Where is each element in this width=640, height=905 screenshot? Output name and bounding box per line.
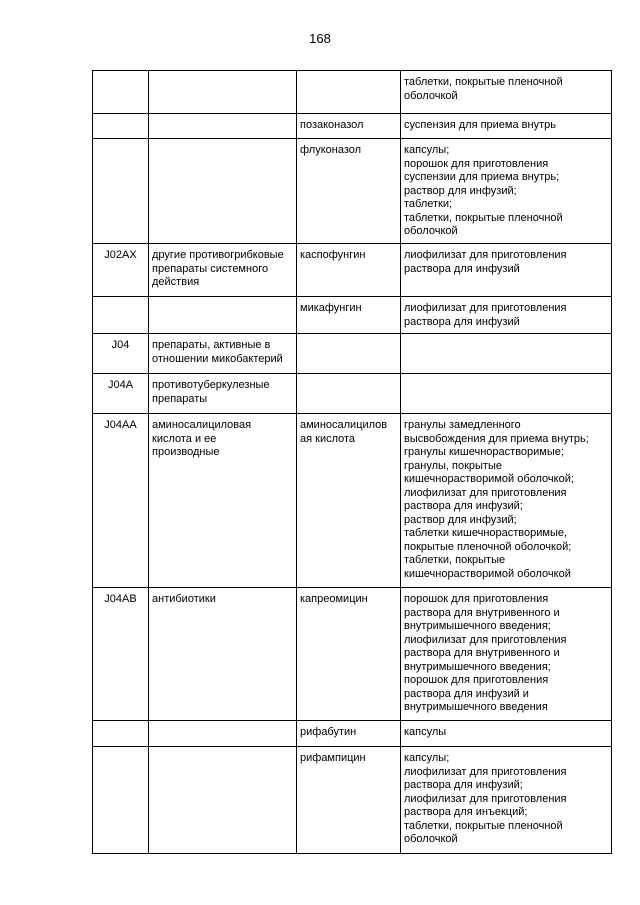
drug-name-cell: каспофунгин <box>297 244 401 297</box>
dosage-form-cell: таблетки, покрытые пленочной оболочкой <box>401 71 612 114</box>
drug-name-cell: флуконазол <box>297 139 401 244</box>
dosage-form-cell: капсулы; лиофилизат для приготовления раствора для инфузий; лиофилизат для приготовления раствора для инъекций; таблетки, покрытые пленочной оболочкой <box>401 747 612 854</box>
dosage-form-cell: лиофилизат для приготовления раствора для инфузий <box>401 297 612 334</box>
atc-code-cell <box>93 721 149 747</box>
drug-name-cell: позаконазол <box>297 114 401 139</box>
group-name-cell <box>149 721 297 747</box>
table-row <box>93 721 612 747</box>
group-name-cell <box>149 747 297 854</box>
atc-code-cell: J04AB <box>93 588 149 721</box>
group-name-cell <box>149 297 297 334</box>
table-row <box>93 139 612 244</box>
table-row <box>93 244 612 297</box>
atc-code-cell: J02AX <box>93 244 149 297</box>
table-row <box>93 414 612 588</box>
atc-code-cell <box>93 747 149 854</box>
drug-name-cell <box>297 334 401 374</box>
dosage-form-cell: гранулы замедленного высвобождения для приема внутрь; гранулы кишечнорастворимые; гранулы, покрытые кишечнорастворимой оболочкой; лиофилизат для приготовления раствора для инфузий; раствор для инфузий; таблетки кишечнорастворимые, покрытые пленочной оболочкой; таблетки, покрытые кишечнорастворимой оболочкой <box>401 414 612 588</box>
table-row <box>93 588 612 721</box>
group-name-cell: аминосалициловая кислота и ее производные <box>149 414 297 588</box>
page-number: 168 <box>309 31 331 46</box>
dosage-form-cell <box>401 334 612 374</box>
table-row <box>93 114 612 139</box>
table-row <box>93 374 612 414</box>
atc-code-cell: J04AA <box>93 414 149 588</box>
drug-name-cell: рифабутин <box>297 721 401 747</box>
table-row <box>93 71 612 114</box>
dosage-form-cell: капсулы; порошок для приготовления суспензии для приема внутрь; раствор для инфузий; таблетки; таблетки, покрытые пленочной оболочкой <box>401 139 612 244</box>
table-row <box>93 747 612 854</box>
drug-table <box>92 70 612 854</box>
table-row <box>93 297 612 334</box>
dosage-form-cell: суспензия для приема внутрь <box>401 114 612 139</box>
drug-name-cell: рифампицин <box>297 747 401 854</box>
group-name-cell <box>149 114 297 139</box>
group-name-cell: антибиотики <box>149 588 297 721</box>
drug-name-cell: микафунгин <box>297 297 401 334</box>
dosage-form-cell: капсулы <box>401 721 612 747</box>
drug-name-cell <box>297 71 401 114</box>
atc-code-cell <box>93 297 149 334</box>
group-name-cell: другие противогрибковые препараты системного действия <box>149 244 297 297</box>
atc-code-cell <box>93 71 149 114</box>
dosage-form-cell: лиофилизат для приготовления раствора для инфузий <box>401 244 612 297</box>
drug-name-cell <box>297 374 401 414</box>
table-row <box>93 334 612 374</box>
atc-code-cell: J04A <box>93 374 149 414</box>
group-name-cell: препараты, активные в отношении микобактерий <box>149 334 297 374</box>
atc-code-cell <box>93 139 149 244</box>
atc-code-cell: J04 <box>93 334 149 374</box>
dosage-form-cell: порошок для приготовления раствора для внутривенного и внутримышечного введения; лиофилизат для приготовления раствора для внутривенного и внутримышечного введения; порошок для приготовления раствора для инфузий и внутримышечного введения <box>401 588 612 721</box>
atc-code-cell <box>93 114 149 139</box>
group-name-cell <box>149 139 297 244</box>
drug-name-cell: аминосалицилов ая кислота <box>297 414 401 588</box>
dosage-form-cell <box>401 374 612 414</box>
drug-name-cell: капреомицин <box>297 588 401 721</box>
group-name-cell <box>149 71 297 114</box>
group-name-cell: противотуберкулезные препараты <box>149 374 297 414</box>
